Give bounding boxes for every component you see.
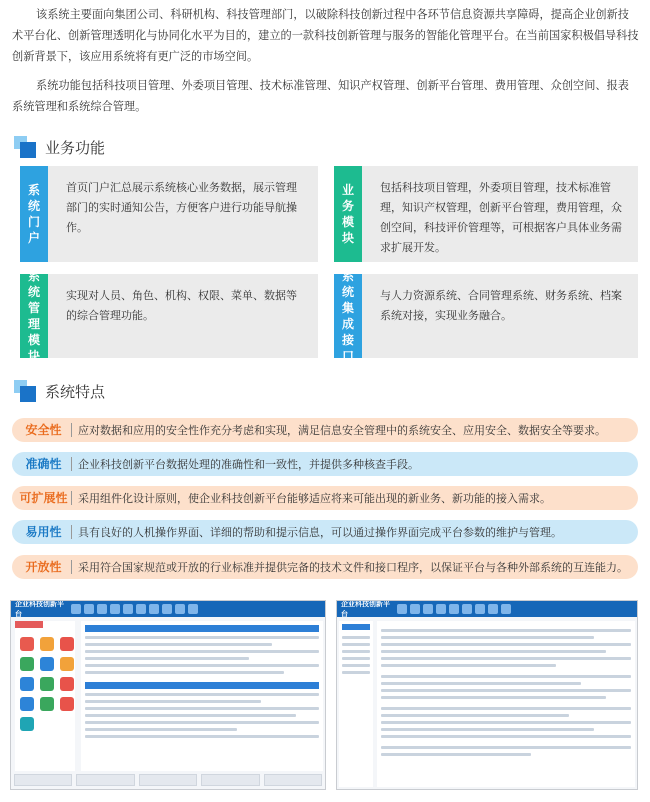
feature-security: 安全性 应对数据和应用的安全性作充分考虑和实现，满足信息安全管理中的系统安全、应用安全、数据安全等要求。 <box>12 418 638 442</box>
toolbar-icons <box>71 604 198 614</box>
screenshot-sidebar <box>339 621 373 787</box>
screenshot-topbar: 企业科技创新平台 <box>337 601 637 617</box>
card-tag: 业务模块 <box>334 166 362 262</box>
card-text: 首页门户汇总展示系统核心业务数据，展示管理部门的实时通知公告，方便客户进行功能导航操作。 <box>66 181 297 234</box>
feature-accuracy: 准确性 企业科技创新平台数据处理的准确性和一致性，并提供多种核查手段。 <box>12 452 638 476</box>
screenshot-app-grid <box>15 621 75 771</box>
intro-paragraph-2: 系统功能包括科技项目管理、外委项目管理、技术标准管理、知识产权管理、创新平台管理、费用管理、众创空间、报表系统管理和系统综合管理。 <box>12 79 629 113</box>
card-text: 实现对人员、角色、机构、权限、菜单、数据等的综合管理功能。 <box>66 289 297 322</box>
screenshot-module-list <box>336 600 638 790</box>
screenshot-module-grid <box>377 621 635 787</box>
card-business-modules <box>334 166 638 262</box>
card-tag: 系统管理模块 <box>20 274 48 358</box>
screenshot-home-portal <box>10 600 326 790</box>
feature-extensibility: 可扩展性 采用组件化设计原则，使企业科技创新平台能够适应将来可能出现的新业务、新功能的接入需求。 <box>12 486 638 510</box>
partner-logos <box>14 774 322 786</box>
section-features-title: 系统特点 <box>14 380 105 402</box>
card-system-integration <box>334 269 638 363</box>
screenshot-notice-list <box>81 621 323 771</box>
feature-usability: 易用性 具有良好的人机操作界面、详细的帮助和提示信息，可以通过操作界面完成平台参数的维护与管理。 <box>12 520 638 544</box>
card-text: 与人力资源系统、合同管理系统、财务系统、档案系统对接，实现业务融合。 <box>380 289 622 322</box>
card-system-portal <box>20 166 318 262</box>
toolbar-icons <box>397 604 511 614</box>
screenshot-topbar: 企业科技创新平台 <box>11 601 325 617</box>
card-system-management <box>20 269 318 363</box>
card-tag: 系统门户 <box>20 166 48 262</box>
section-square-icon <box>14 136 36 158</box>
intro-paragraph-1: 该系统主要面向集团公司、科研机构、科技管理部门，以破除科技创新过程中各环节信息资源共享障碍，提高企业创新技术平台化、创新管理透明化与协同化水平为目的，建立的一款科技创新管理与服务的智能化管理平台。在当前国家积极倡导科技创新背景下，该应用系统将有更广泛的市场空间。 <box>12 8 639 63</box>
card-tag: 系统集成接口 <box>334 274 362 358</box>
section-square-icon <box>14 380 36 402</box>
feature-openness: 开放性 采用符合国家规范或开放的行业标准并提供完备的技术文件和接口程序，以保证平台与各种外部系统的互连能力。 <box>12 555 638 579</box>
card-text: 包括科技项目管理，外委项目管理，技术标准管理，知识产权管理，创新平台管理，费用管理，众创空间，科技评价管理等，可根据客户具体业务需求扩展开发。 <box>380 181 622 254</box>
intro-text <box>12 4 640 125</box>
section-business-title: 业务功能 <box>14 136 105 158</box>
